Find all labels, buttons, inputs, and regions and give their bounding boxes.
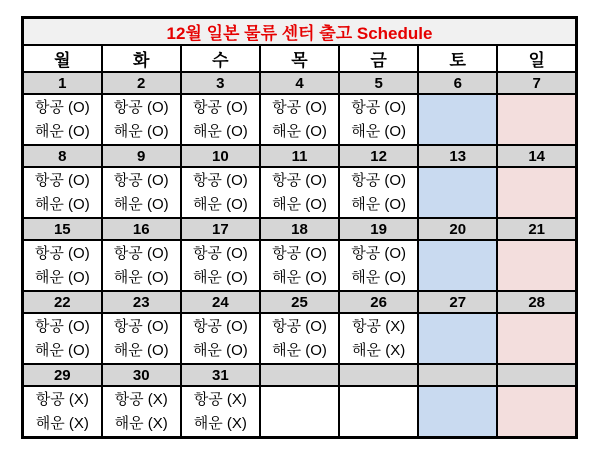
date-cell: 31 [181,364,260,386]
schedule-cell [497,313,576,364]
date-cell: 9 [102,145,181,167]
date-cell: 1 [23,72,102,94]
date-cell: 24 [181,291,260,313]
schedule-line: 해운 (O) [34,195,90,213]
date-cell: 17 [181,218,260,240]
schedule-cell [339,313,418,364]
schedule-line: 해운 (O) [192,268,248,286]
schedule-cell [418,313,497,364]
date-cell: 27 [418,291,497,313]
schedule-line: 해운 (O) [113,195,169,213]
schedule-line: 항공 (O) [272,317,327,335]
schedule-line: 항공 (O) [34,171,90,189]
schedule-line: 해운 (X) [352,341,406,359]
schedule-cell [260,167,339,218]
schedule-cell [339,167,418,218]
schedule-cell [260,240,339,291]
schedule-row [23,386,577,438]
schedule-cell [23,240,102,291]
date-row [23,364,577,386]
schedule-line: 해운 (O) [192,122,248,140]
schedule-line: 항공 (X) [114,390,168,408]
date-cell: 29 [23,364,102,386]
schedule-cell [102,313,181,364]
schedule-line: 항공 (O) [113,317,169,335]
date-cell: 30 [102,364,181,386]
day-header-wed: 수 [181,45,260,72]
schedule-line: 항공 (X) [352,317,406,335]
date-cell: 13 [418,145,497,167]
schedule-line: 항공 (O) [192,244,248,262]
schedule-cell [418,240,497,291]
date-cell: 18 [260,218,339,240]
schedule-line: 해운 (X) [35,414,89,432]
date-cell: 25 [260,291,339,313]
schedule-line: 해운 (O) [351,268,407,286]
date-cell: 3 [181,72,260,94]
schedule-line: 항공 (O) [192,171,248,189]
date-row [23,145,577,167]
date-cell: 5 [339,72,418,94]
date-cell: 8 [23,145,102,167]
schedule-cell [260,313,339,364]
schedule-line: 항공 (O) [113,244,169,262]
date-cell [497,364,576,386]
schedule-cell [339,240,418,291]
date-cell [339,364,418,386]
schedule-line: 해운 (O) [272,195,327,213]
schedule-cell [102,386,181,438]
date-row [23,291,577,313]
day-header-fri: 금 [339,45,418,72]
date-row [23,218,577,240]
schedule-line: 항공 (O) [113,171,169,189]
schedule-line: 항공 (O) [34,98,90,116]
schedule-line: 해운 (O) [34,268,90,286]
date-cell: 2 [102,72,181,94]
date-cell: 14 [497,145,576,167]
schedule-line: 항공 (O) [272,98,327,116]
day-header-thu: 목 [260,45,339,72]
schedule-cell [260,386,339,438]
schedule-line: 해운 (O) [351,122,407,140]
date-cell [260,364,339,386]
schedule-cell [339,94,418,145]
schedule-cell [497,386,576,438]
date-cell: 12 [339,145,418,167]
schedule-line: 해운 (O) [272,341,327,359]
schedule-line: 해운 (O) [113,268,169,286]
schedule-line: 해운 (O) [272,268,327,286]
schedule-row [23,94,577,145]
schedule-line: 해운 (O) [34,122,90,140]
schedule-line: 항공 (O) [272,244,327,262]
date-cell: 20 [418,218,497,240]
schedule-row [23,167,577,218]
title-row [23,18,577,46]
schedule-line: 해운 (X) [114,414,168,432]
date-cell: 7 [497,72,576,94]
schedule-cell [181,313,260,364]
day-header-sat: 토 [418,45,497,72]
schedule-table [21,16,578,439]
date-cell: 23 [102,291,181,313]
calendar-body [23,18,577,438]
schedule-line: 해운 (O) [272,122,327,140]
date-cell: 26 [339,291,418,313]
schedule-cell [418,94,497,145]
schedule-line: 항공 (O) [351,171,407,189]
schedule-line: 해운 (O) [192,341,248,359]
schedule-cell [23,94,102,145]
day-header-sun: 일 [497,45,576,72]
schedule-cell [102,167,181,218]
date-cell: 16 [102,218,181,240]
schedule-cell [102,94,181,145]
date-cell: 28 [497,291,576,313]
schedule-line: 해운 (O) [351,195,407,213]
schedule-line: 항공 (O) [34,317,90,335]
schedule-line: 항공 (O) [351,244,407,262]
date-cell [418,364,497,386]
schedule-cell [23,167,102,218]
schedule-cell [418,386,497,438]
date-cell: 22 [23,291,102,313]
schedule-line: 해운 (O) [192,195,248,213]
day-header-tue: 화 [102,45,181,72]
schedule-cell [418,167,497,218]
schedule-row [23,240,577,291]
date-cell: 21 [497,218,576,240]
schedule-cell [102,240,181,291]
page-title: 12월 일본 물류 센터 출고 Schedule [23,18,577,46]
schedule-cell [260,94,339,145]
schedule-line: 항공 (O) [113,98,169,116]
schedule-line: 항공 (O) [272,171,327,189]
schedule-line: 해운 (X) [193,414,247,432]
schedule-line: 항공 (O) [192,98,248,116]
date-cell: 6 [418,72,497,94]
date-cell: 19 [339,218,418,240]
schedule-row [23,313,577,364]
schedule-cell [497,167,576,218]
schedule-cell [181,94,260,145]
day-header-mon: 월 [23,45,102,72]
date-cell: 4 [260,72,339,94]
schedule-line: 해운 (O) [34,341,90,359]
schedule-cell [23,386,102,438]
schedule-cell [23,313,102,364]
schedule-cell [181,240,260,291]
schedule-cell [181,167,260,218]
schedule-cell [497,94,576,145]
date-cell: 15 [23,218,102,240]
schedule-cell [181,386,260,438]
schedule-line: 해운 (O) [113,341,169,359]
schedule-line: 항공 (X) [193,390,247,408]
date-cell: 10 [181,145,260,167]
date-row [23,72,577,94]
date-cell: 11 [260,145,339,167]
schedule-line: 항공 (O) [192,317,248,335]
schedule-line: 항공 (O) [34,244,90,262]
schedule-cell [497,240,576,291]
schedule-line: 항공 (O) [351,98,407,116]
schedule-line: 해운 (O) [113,122,169,140]
schedule-line: 항공 (X) [35,390,89,408]
schedule-cell [339,386,418,438]
day-header-row [23,45,577,72]
